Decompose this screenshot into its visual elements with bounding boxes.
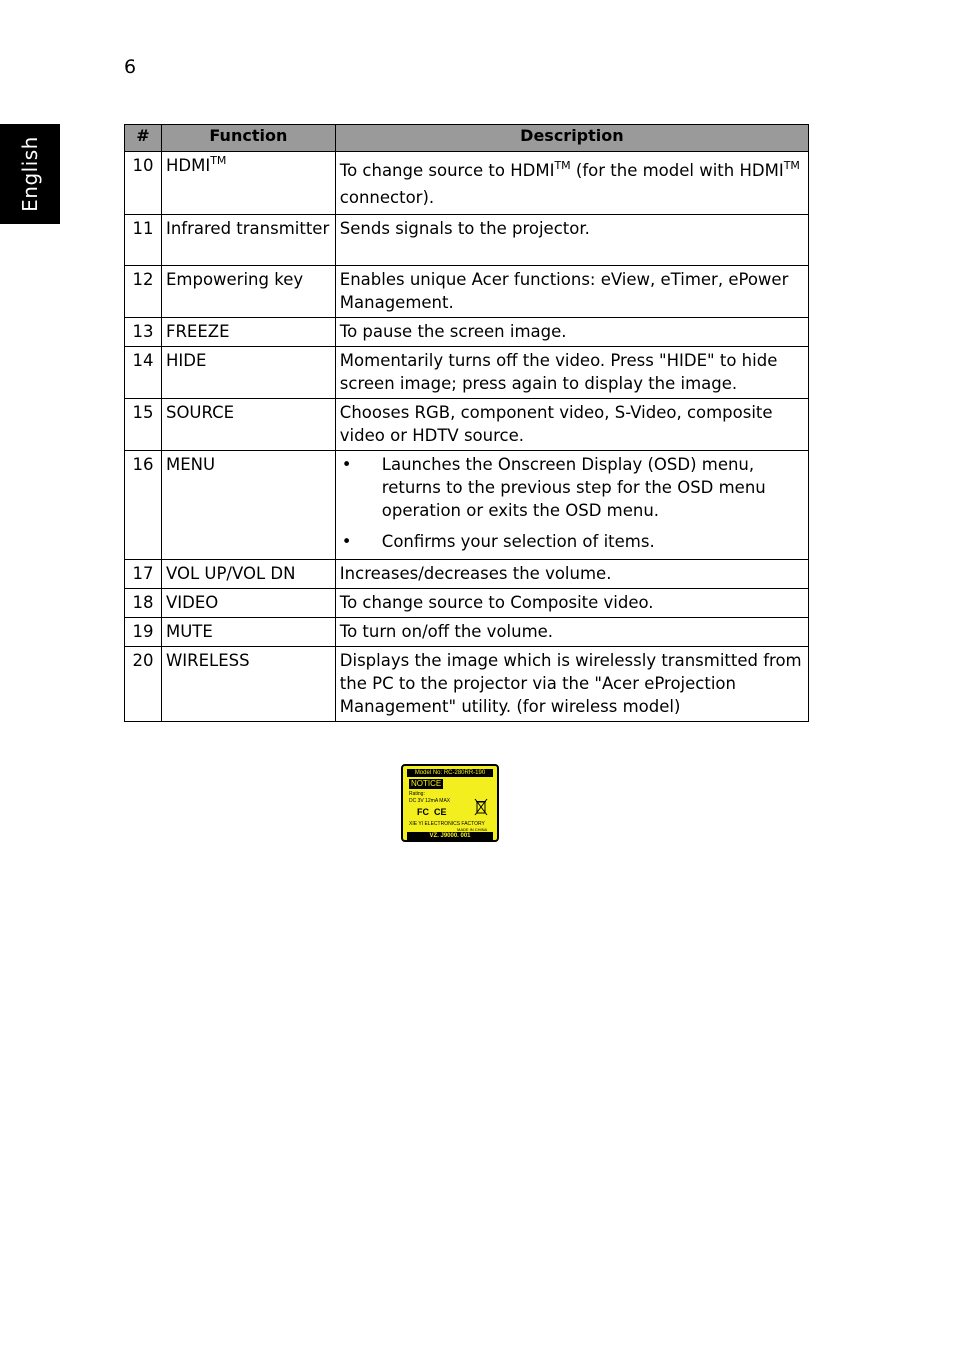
row-description (335, 152, 808, 215)
header-description: Description (335, 125, 808, 152)
notice-made-in: MADE IN CHINA (457, 827, 488, 832)
page-number: 6 (124, 56, 137, 78)
table-row (125, 618, 809, 647)
row-description: Enables unique Acer functions: eView, eTimer, ePower Management. (335, 266, 808, 318)
row-function: HIDE (161, 347, 335, 399)
function-text: HDMI (165, 156, 211, 175)
row-description: Momentarily turns off the video. Press "HIDE" to hide screen image; press again to display the image. (335, 347, 808, 399)
notice-dc-rating: DC 3V 12mA MAX (409, 798, 451, 804)
table-row (125, 399, 809, 451)
row-number: 20 (125, 647, 162, 722)
row-function: SOURCE (161, 399, 335, 451)
bullet-item: • Launches the Onscreen Display (OSD) menu, returns to the previous step for the OSD menu operation or exits the OSD menu. (340, 453, 804, 522)
row-description: Chooses RGB, component video, S-Video, composite video or HDTV source. (335, 399, 808, 451)
row-description: To change source to Composite video. (335, 589, 808, 618)
row-function: MUTE (161, 618, 335, 647)
row-description: To turn on/off the volume. (335, 618, 808, 647)
notice-label-image (401, 764, 499, 842)
language-tab-label: English (18, 136, 42, 212)
header-function: Function (161, 125, 335, 152)
row-function: VOL UP/VOL DN (161, 560, 335, 589)
trademark-sup: TM (210, 154, 227, 167)
row-number: 19 (125, 618, 162, 647)
notice-factory: XIE YI ELECTRONICS FACTORY (409, 821, 485, 827)
desc-part: connector). (339, 188, 435, 207)
row-number: 14 (125, 347, 162, 399)
row-number: 18 (125, 589, 162, 618)
table-row (125, 152, 809, 215)
row-description (335, 451, 808, 560)
notice-rating: Rating: (409, 791, 425, 797)
notice-model-number: Model No: RC-280RR-190 (407, 769, 493, 777)
table-row (125, 347, 809, 399)
table-header-row (125, 125, 809, 152)
row-function (161, 152, 335, 215)
desc-part: (for the model with HDMI (570, 161, 784, 180)
row-function: Infrared transmitter (161, 215, 335, 266)
fcc-logo: FC (417, 807, 429, 817)
desc-part: To change source to HDMI (339, 161, 555, 180)
notice-title: NOTICE (411, 779, 442, 788)
row-number: 16 (125, 451, 162, 560)
row-function: Empowering key (161, 266, 335, 318)
row-number: 15 (125, 399, 162, 451)
function-table (124, 124, 809, 722)
language-tab (0, 124, 60, 224)
table-row (125, 215, 809, 266)
table-row (125, 451, 809, 560)
row-number: 13 (125, 318, 162, 347)
trademark-sup: TM (554, 159, 571, 172)
row-description: Increases/decreases the volume. (335, 560, 808, 589)
row-number: 12 (125, 266, 162, 318)
table-row (125, 318, 809, 347)
header-number: # (125, 125, 162, 152)
table-row (125, 647, 809, 722)
row-function: FREEZE (161, 318, 335, 347)
row-description: Displays the image which is wirelessly transmitted from the PC to the projector via the "Acer eProjection Management" utility. (for wireless model) (335, 647, 808, 722)
notice-code: VZ. J9000. 001 (407, 832, 493, 840)
trademark-sup: TM (783, 159, 800, 172)
row-function: MENU (161, 451, 335, 560)
row-function: VIDEO (161, 589, 335, 618)
row-number: 17 (125, 560, 162, 589)
table-row (125, 560, 809, 589)
row-number: 11 (125, 215, 162, 266)
bullet-list (340, 453, 804, 553)
row-description: Sends signals to the projector. (335, 215, 808, 266)
row-function: WIRELESS (161, 647, 335, 722)
ce-logo: CE (434, 807, 447, 817)
row-description: To pause the screen image. (335, 318, 808, 347)
table-row (125, 589, 809, 618)
row-number: 10 (125, 152, 162, 215)
bullet-item: • Confirms your selection of items. (340, 530, 804, 553)
weee-bin-icon (474, 798, 488, 816)
table-row (125, 266, 809, 318)
